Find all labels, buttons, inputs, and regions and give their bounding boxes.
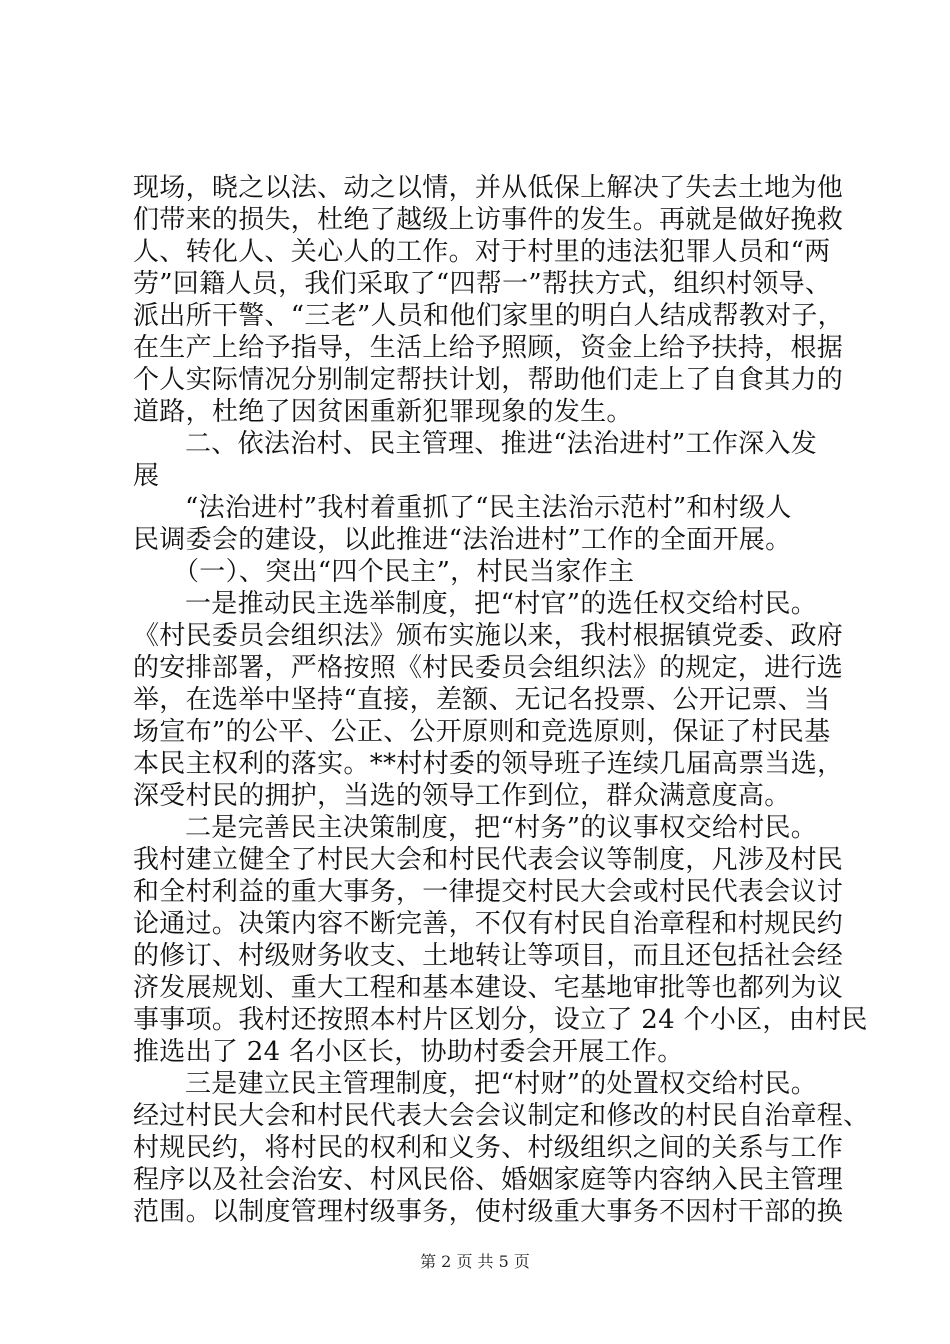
text-line: 村规民约，将村民的权利和义务、村级组织之间的关系与工作 — [133, 1133, 844, 1163]
page-footer — [0, 1252, 950, 1272]
section-heading: 二、依法治村、民主管理、推进“法治进村”工作深入发 — [185, 429, 818, 459]
subsection-heading: （一）、突出“四个民主”，村民当家作主 — [173, 557, 635, 587]
text-line: 范围。以制度管理村级事务，使村级重大事务不因村干部的换 — [133, 1197, 844, 1227]
text-line: 经过村民大会和村民代表大会会议制定和修改的村民自治章程、 — [133, 1101, 870, 1131]
text-line: 程序以及社会治安、村风民俗、婚姻家庭等内容纳入民主管理 — [133, 1165, 844, 1195]
text-line: 三是建立民主管理制度，把“村财”的处置权交给村民。 — [185, 1069, 818, 1099]
text-line: 们带来的损失，杜绝了越级上访事件的发生。再就是做好挽救 — [133, 205, 844, 235]
page-number-label: 第 2 页 共 5 页 — [420, 1252, 530, 1271]
text-line: 推选出了 24 名小区长，协助村委会开展工作。 — [133, 1037, 684, 1067]
text-line: 人、转化人、关心人的工作。对于村里的违法犯罪人员和“两 — [133, 237, 831, 267]
text-line: 劳”回籍人员，我们采取了“四帮一”帮扶方式，组织村领导、 — [133, 269, 832, 299]
text-line: 民调委会的建设，以此推进“法治进村”工作的全面开展。 — [133, 525, 792, 555]
text-line: “法治进村”我村着重抓了“民主法治示范村”和村级人 — [185, 493, 792, 523]
text-line: 的安排部署，严格按照《村民委员会组织法》的规定，进行选 — [133, 653, 844, 683]
text-line: 二是完善民主决策制度，把“村务”的议事权交给村民。 — [185, 813, 818, 843]
text-line: 济发展规划、重大工程和基本建设、宅基地审批等也都列为议 — [133, 973, 844, 1003]
text-line: 《村民委员会组织法》颁布实施以来，我村根据镇党委、政府 — [133, 621, 844, 651]
text-line: 本民主权利的落实。**村村委的领导班子连续几届高票当选， — [133, 749, 844, 779]
section-heading-continued: 展 — [133, 461, 160, 491]
text-line: 场宣布”的公平、公正、公开原则和竞选原则，保证了村民基 — [133, 717, 831, 747]
text-line: 一是推动民主选举制度，把“村官”的选任权交给村民。 — [185, 589, 818, 619]
document-body — [133, 172, 870, 1228]
text-line: 深受村民的拥护，当选的领导工作到位，群众满意度高。 — [133, 781, 791, 811]
text-line: 现场，晓之以法、动之以情，并从低保上解决了失去土地为他 — [133, 173, 844, 203]
text-line: 个人实际情况分别制定帮扶计划，帮助他们走上了自食其力的 — [133, 365, 844, 395]
text-line: 论通过。决策内容不断完善，不仅有村民自治章程和村规民约 — [133, 909, 844, 939]
text-line: 事事项。我村还按照本村片区划分，设立了 24 个小区，由村民 — [133, 1005, 868, 1035]
text-line: 我村建立健全了村民大会和村民代表会议等制度，凡涉及村民 — [133, 845, 844, 875]
text-line: 派出所干警、“三老”人员和他们家里的明白人结成帮教对子， — [133, 301, 844, 331]
text-line: 道路，杜绝了因贫困重新犯罪现象的发生。 — [133, 397, 633, 427]
text-line: 和全村利益的重大事务，一律提交村民大会或村民代表会议讨 — [133, 877, 844, 907]
text-line: 的修订、村级财务收支、土地转让等项目，而且还包括社会经 — [133, 941, 844, 971]
text-line: 在生产上给予指导，生活上给予照顾，资金上给予扶持，根据 — [133, 333, 844, 363]
text-line: 举，在选举中坚持“直接，差额、无记名投票、公开记票、当 — [133, 685, 831, 715]
